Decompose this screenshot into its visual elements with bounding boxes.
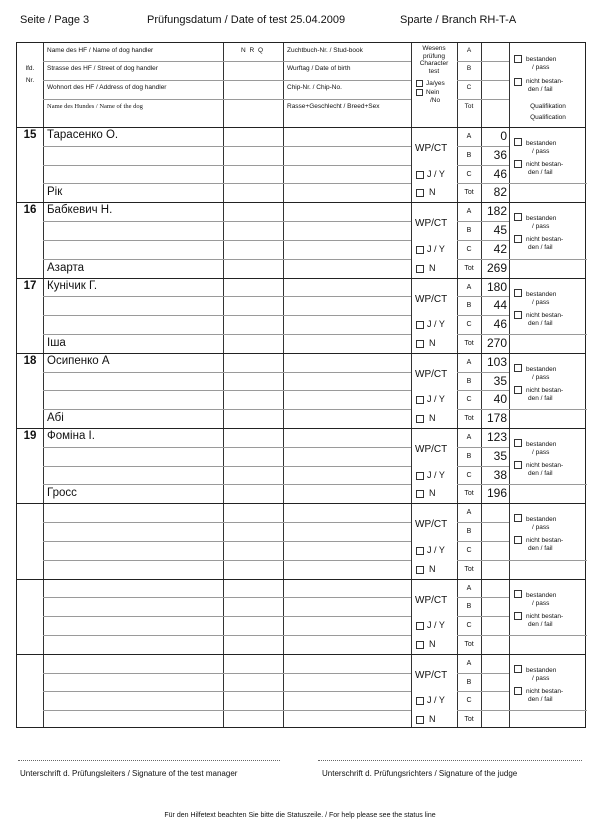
header-ja-checkbox xyxy=(416,80,423,87)
ja-label: J / Y xyxy=(427,394,445,405)
entry-sub-line xyxy=(43,560,411,561)
entry-divider xyxy=(17,428,585,429)
column-divider xyxy=(411,43,412,727)
entry-nr: 18 xyxy=(23,354,37,367)
entry-sub-line xyxy=(43,409,411,410)
judge-signature-line xyxy=(318,760,582,761)
score-tot: 196 xyxy=(486,486,507,501)
entry-sub-line xyxy=(457,635,509,636)
nein-checkbox[interactable] xyxy=(416,415,424,423)
wp-ct-label: WP/CT xyxy=(415,444,448,455)
entry-sub-line xyxy=(457,560,509,561)
wp-ct-label: WP/CT xyxy=(415,519,448,531)
entry-sub-line xyxy=(457,447,509,448)
score-a: 182 xyxy=(486,204,507,219)
fail-checkbox[interactable] xyxy=(514,160,522,168)
score-b: 44 xyxy=(493,298,507,313)
handler-name: Осипенко А xyxy=(47,354,110,367)
score-b: 36 xyxy=(493,147,507,162)
score-tot: 270 xyxy=(486,335,507,350)
col-book-2: Wurftag / Date of birth xyxy=(287,65,351,72)
score-letter-tot: Tot xyxy=(464,189,474,197)
entry-sub-line xyxy=(43,183,411,184)
header-row-line xyxy=(457,61,509,62)
entry-sub-line xyxy=(457,597,509,598)
pass-checkbox[interactable] xyxy=(514,289,522,297)
score-letter-b: B xyxy=(466,603,472,611)
score-letter-a: A xyxy=(466,509,472,517)
pass-checkbox[interactable] xyxy=(514,665,522,673)
judge-signature-label: Unterschrift d. Prüfungsrichters / Signature of the judge xyxy=(322,769,518,778)
page-header xyxy=(0,14,600,32)
score-letter-a: A xyxy=(466,434,472,441)
score-letter-a: A xyxy=(466,133,472,140)
entry-sub-line xyxy=(457,165,509,166)
entry-sub-line xyxy=(457,334,509,335)
header-row-line xyxy=(43,99,411,100)
nein-checkbox[interactable] xyxy=(416,265,424,273)
score-c: 42 xyxy=(493,241,507,256)
score-letter-c: C xyxy=(466,170,472,178)
pass-checkbox[interactable] xyxy=(514,514,522,522)
pass-label: bestanden / pass xyxy=(526,666,557,682)
fail-label: nicht bestan- den / fail xyxy=(526,612,564,628)
entry-sub-line xyxy=(457,409,509,410)
entry-sub-line xyxy=(43,315,411,316)
qualification-line xyxy=(509,183,587,184)
dog-name: Азарта xyxy=(47,261,85,274)
entry-divider xyxy=(17,278,585,279)
fail-checkbox[interactable] xyxy=(514,235,522,243)
entry-sub-line xyxy=(457,466,509,467)
col-nein: Nein /No xyxy=(426,89,441,104)
col-c: C xyxy=(466,84,472,91)
score-letter-tot: Tot xyxy=(464,415,474,423)
entry-divider xyxy=(17,353,585,354)
entry-sub-line xyxy=(43,522,411,523)
fail-label: nicht bestan- den / fail xyxy=(526,236,564,252)
entry-sub-line xyxy=(43,334,411,335)
ja-label: J / Y xyxy=(427,319,445,330)
dog-name: Гросс xyxy=(47,487,77,500)
col-qualification: Qualifikation Qualification xyxy=(530,103,566,121)
score-letter-c: C xyxy=(466,471,472,479)
score-letter-a: A xyxy=(466,358,472,366)
nein-label: N xyxy=(429,337,436,348)
handler-name: Бабкевич Н. xyxy=(47,204,113,217)
ja-label: J / Y xyxy=(427,544,445,555)
ja-checkbox[interactable] xyxy=(416,321,424,329)
col-pass: bestanden / pass xyxy=(526,56,557,71)
score-tot: 178 xyxy=(486,411,507,426)
col-tot: Tot xyxy=(464,103,474,110)
score-a: 180 xyxy=(486,279,507,294)
fail-label: nicht bestan- den / fail xyxy=(526,311,564,327)
qualification-line xyxy=(509,409,587,410)
score-letter-tot: Tot xyxy=(464,565,474,573)
entry-sub-line xyxy=(457,259,509,260)
entry-nr: 16 xyxy=(23,204,37,217)
header-bottom-line xyxy=(17,127,585,128)
score-a: 103 xyxy=(486,354,507,369)
pass-checkbox[interactable] xyxy=(514,439,522,447)
entry-sub-line xyxy=(43,165,411,166)
nein-checkbox[interactable] xyxy=(416,340,424,348)
nein-label: N xyxy=(429,714,436,725)
col-b: B xyxy=(466,65,472,72)
entry-sub-line xyxy=(457,372,509,373)
pass-label: bestanden / pass xyxy=(526,215,557,231)
entry-sub-line xyxy=(43,635,411,636)
col-handler-1: Name des HF / Name of dog handler xyxy=(47,47,154,54)
score-letter-b: B xyxy=(466,377,472,385)
col-handler-4: Name des Hundes / Name of the dog xyxy=(47,103,143,110)
entry-sub-line xyxy=(457,484,509,485)
col-a: A xyxy=(466,47,472,54)
results-table xyxy=(16,42,586,728)
score-letter-tot: Tot xyxy=(464,264,474,272)
score-letter-tot: Tot xyxy=(464,640,474,648)
entry-divider xyxy=(17,654,585,655)
pass-label: bestanden / pass xyxy=(526,290,557,306)
col-ja: Ja/yes xyxy=(426,80,445,87)
pass-label: bestanden / pass xyxy=(526,441,557,456)
score-c: 46 xyxy=(493,317,507,332)
score-letter-c: C xyxy=(466,396,472,404)
score-letter-b: B xyxy=(466,302,472,310)
fail-checkbox[interactable] xyxy=(514,311,522,319)
dog-name: Абі xyxy=(47,412,64,425)
score-letter-c: C xyxy=(466,321,472,329)
entry-sub-line xyxy=(43,691,411,692)
pass-label: bestanden / pass xyxy=(526,365,557,381)
pass-label: bestanden / pass xyxy=(526,516,557,532)
ja-label: J / Y xyxy=(427,695,445,706)
fail-label: nicht bestan- den / fail xyxy=(526,386,564,402)
handler-name: Тарасенко О. xyxy=(47,129,119,141)
entry-sub-line xyxy=(457,616,509,617)
qualification-line xyxy=(509,334,587,335)
manager-signature-label: Unterschrift d. Prüfungsleiters / Signature of the test manager xyxy=(20,769,238,778)
col-book-4: Rasse+Geschlecht / Breed+Sex xyxy=(287,103,380,110)
qualification-line xyxy=(509,484,587,485)
ja-checkbox[interactable] xyxy=(416,697,424,705)
score-letter-a: A xyxy=(466,208,472,216)
entry-sub-line xyxy=(43,390,411,391)
nein-checkbox[interactable] xyxy=(416,641,424,649)
fail-label: nicht bestan- den / fail xyxy=(526,462,564,477)
col-book-1: Zuchtbuch-Nr. / Stud-book xyxy=(287,47,363,54)
col-fail: nicht bestan- den / fail xyxy=(526,78,564,93)
score-a: 0 xyxy=(500,129,507,143)
ja-checkbox[interactable] xyxy=(416,396,424,404)
col-book-3: Chip-Nr. / Chip-No. xyxy=(287,84,342,91)
col-nr-header: lfd. Nr. xyxy=(25,65,35,84)
entry-sub-line xyxy=(457,221,509,222)
score-c: 38 xyxy=(493,467,507,482)
score-letter-b: B xyxy=(466,151,472,159)
wp-ct-label: WP/CT xyxy=(415,594,448,606)
ja-label: J / Y xyxy=(427,469,445,480)
fail-label: nicht bestan- den / fail xyxy=(526,537,564,553)
nein-checkbox[interactable] xyxy=(416,189,424,197)
ja-checkbox[interactable] xyxy=(416,246,424,254)
score-letter-a: A xyxy=(466,584,472,592)
score-letter-a: A xyxy=(466,283,472,291)
entry-sub-line xyxy=(43,673,411,674)
qualification-line xyxy=(509,259,587,260)
entry-sub-line xyxy=(43,296,411,297)
entry-sub-line xyxy=(43,466,411,467)
fail-checkbox[interactable] xyxy=(514,612,522,620)
entry-sub-line xyxy=(43,372,411,373)
entry-sub-line xyxy=(457,146,509,147)
col-character: Wesens prüfung Character test xyxy=(419,45,449,75)
wp-ct-label: WP/CT xyxy=(415,218,448,230)
score-letter-c: C xyxy=(466,697,472,705)
entry-divider xyxy=(17,579,585,580)
entry-divider xyxy=(17,503,585,504)
fail-label: nicht bestan- den / fail xyxy=(526,161,564,176)
score-letter-c: C xyxy=(466,546,472,554)
entry-sub-line xyxy=(43,221,411,222)
fail-checkbox[interactable] xyxy=(514,461,522,469)
entry-sub-line xyxy=(43,259,411,260)
score-letter-c: C xyxy=(466,245,472,253)
nein-label: N xyxy=(429,563,436,574)
fail-label: nicht bestan- den / fail xyxy=(526,687,564,703)
score-b: 35 xyxy=(493,373,507,388)
ja-checkbox[interactable] xyxy=(416,472,424,480)
entry-divider xyxy=(17,202,585,203)
score-a: 123 xyxy=(486,430,507,444)
score-letter-b: B xyxy=(466,452,472,460)
column-divider xyxy=(509,43,510,727)
ja-checkbox[interactable] xyxy=(416,171,424,179)
entry-sub-line xyxy=(43,447,411,448)
score-letter-a: A xyxy=(466,659,472,667)
footer-help: Für den Hilfetext beachten Sie bitte die Statuszeile. / For help please see the status line xyxy=(164,812,436,819)
header-nein-checkbox xyxy=(416,89,423,96)
ja-label: J / Y xyxy=(427,620,445,631)
entry-nr: 15 xyxy=(23,129,37,141)
ja-label: J / Y xyxy=(427,168,445,179)
qualification-line xyxy=(509,710,587,711)
nein-label: N xyxy=(429,488,436,499)
handler-name: Кунічик Г. xyxy=(47,279,98,292)
entry-sub-line xyxy=(43,616,411,617)
qualification-line xyxy=(509,560,587,561)
page-number: Seite / Page 3 xyxy=(20,14,90,26)
header-row-line xyxy=(43,61,411,62)
nein-checkbox[interactable] xyxy=(416,566,424,574)
score-letter-tot: Tot xyxy=(464,716,474,724)
dog-name: Іша xyxy=(47,336,66,349)
branch: Sparte / Branch RH-T-A xyxy=(400,14,517,26)
entry-sub-line xyxy=(457,240,509,241)
score-letter-c: C xyxy=(466,622,472,630)
entry-sub-line xyxy=(43,710,411,711)
manager-signature-line xyxy=(18,760,280,761)
entry-sub-line xyxy=(457,673,509,674)
score-b: 45 xyxy=(493,223,507,238)
score-tot: 82 xyxy=(493,185,507,200)
test-date: Prüfungsdatum / Date of test 25.04.2009 xyxy=(147,14,346,26)
entry-sub-line xyxy=(457,390,509,391)
handler-name: Фоміна І. xyxy=(47,430,95,442)
entry-nr: 17 xyxy=(23,279,37,292)
pass-label: bestanden / pass xyxy=(526,591,557,607)
score-letter-tot: Tot xyxy=(464,490,474,498)
wp-ct-label: WP/CT xyxy=(415,368,448,380)
entry-sub-line xyxy=(457,183,509,184)
ja-checkbox[interactable] xyxy=(416,622,424,630)
header-fail-checkbox xyxy=(514,78,522,86)
entry-sub-line xyxy=(43,240,411,241)
score-letter-tot: Tot xyxy=(464,339,474,347)
fail-checkbox[interactable] xyxy=(514,536,522,544)
fail-checkbox[interactable] xyxy=(514,687,522,695)
entry-sub-line xyxy=(457,522,509,523)
header-row-line xyxy=(457,80,509,81)
score-letter-b: B xyxy=(466,678,472,686)
col-handler-3: Wohnort des HF / Address of dog handler xyxy=(47,84,167,91)
pass-checkbox[interactable] xyxy=(514,138,522,146)
wp-ct-label: WP/CT xyxy=(415,293,448,305)
entry-sub-line xyxy=(457,691,509,692)
header-row-line xyxy=(43,80,411,81)
header-row-line xyxy=(457,99,509,100)
nein-label: N xyxy=(429,262,436,273)
ja-label: J / Y xyxy=(427,243,445,254)
qualification-line xyxy=(509,635,587,636)
entry-sub-line xyxy=(457,710,509,711)
col-nrq: N R Q xyxy=(241,47,265,54)
nein-checkbox[interactable] xyxy=(416,716,424,724)
ja-checkbox[interactable] xyxy=(416,547,424,555)
score-letter-b: B xyxy=(466,528,472,536)
header-pass-checkbox xyxy=(514,55,522,63)
entry-sub-line xyxy=(43,541,411,542)
dog-name: Рік xyxy=(47,186,63,199)
entry-nr: 19 xyxy=(23,430,37,442)
col-handler-2: Strasse des HF / Street of dog handler xyxy=(47,65,158,72)
entry-sub-line xyxy=(457,541,509,542)
entry-sub-line xyxy=(457,315,509,316)
nein-label: N xyxy=(429,187,436,198)
pass-label: bestanden / pass xyxy=(526,140,557,155)
pass-checkbox[interactable] xyxy=(514,364,522,372)
pass-checkbox[interactable] xyxy=(514,590,522,598)
score-c: 46 xyxy=(493,166,507,181)
wp-ct-label: WP/CT xyxy=(415,669,448,681)
score-tot: 269 xyxy=(486,260,507,275)
entry-sub-line xyxy=(43,597,411,598)
entry-sub-line xyxy=(43,484,411,485)
nein-checkbox[interactable] xyxy=(416,490,424,498)
nein-label: N xyxy=(429,638,436,649)
pass-checkbox[interactable] xyxy=(514,213,522,221)
entry-sub-line xyxy=(43,146,411,147)
score-letter-b: B xyxy=(466,227,472,235)
fail-checkbox[interactable] xyxy=(514,386,522,394)
wp-ct-label: WP/CT xyxy=(415,143,448,154)
entry-sub-line xyxy=(457,296,509,297)
score-c: 40 xyxy=(493,392,507,407)
score-b: 35 xyxy=(493,448,507,463)
nein-label: N xyxy=(429,413,436,424)
